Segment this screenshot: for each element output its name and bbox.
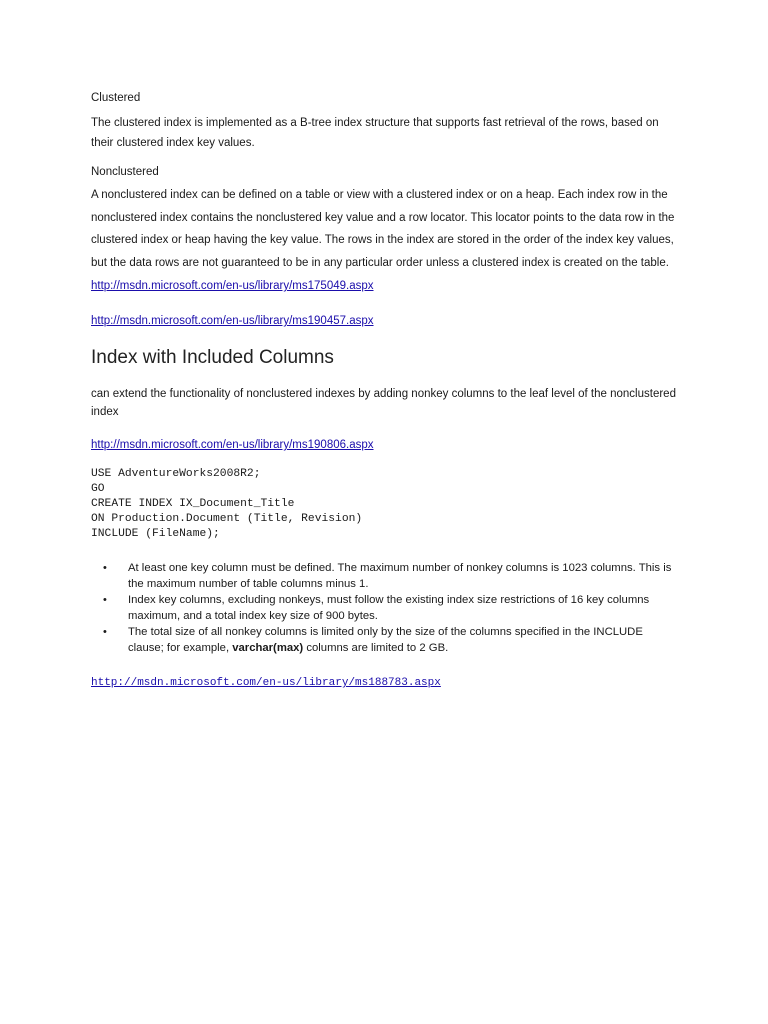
- link-ms190457[interactable]: http://msdn.microsoft.com/en-us/library/ms190457.aspx: [91, 315, 374, 327]
- link-ms190806[interactable]: http://msdn.microsoft.com/en-us/library/ms190806.aspx: [91, 439, 374, 451]
- clustered-description: The clustered index is implemented as a B-tree index structure that supports fast retrieval of the rows, based on their clustered index key values.: [91, 117, 659, 149]
- clustered-label: Clustered: [91, 92, 141, 104]
- bullet-icon: •: [103, 594, 107, 606]
- link-ms188783[interactable]: http://msdn.microsoft.com/en-us/library/ms188783.aspx: [91, 677, 441, 689]
- bullet-list: [91, 560, 681, 656]
- list-item: [91, 560, 681, 592]
- code-line: INCLUDE (FileName);: [91, 528, 220, 540]
- nonclustered-label: Nonclustered: [91, 166, 159, 178]
- bullet-text: Index key columns, excluding nonkeys, must follow the existing index size restrictions of 16 key columns maximum, and a total index key size of 900 bytes.: [128, 594, 650, 622]
- included-columns-heading: Index with Included Columns: [91, 347, 334, 368]
- link-ms175049[interactable]: http://msdn.microsoft.com/en-us/library/ms175049.aspx: [91, 280, 374, 292]
- bullet-text-after: columns are limited to 2 GB.: [303, 642, 449, 654]
- code-line: CREATE INDEX IX_Document_Title: [91, 498, 295, 510]
- list-item: [91, 624, 681, 656]
- document-content: [91, 91, 681, 691]
- code-line: USE AdventureWorks2008R2;: [91, 468, 261, 480]
- included-columns-intro: can extend the functionality of nonclustered indexes by adding nonkey columns to the leaf level of the nonclustered index: [91, 388, 676, 418]
- bullet-icon: •: [103, 626, 107, 638]
- code-block: [91, 467, 681, 542]
- bullet-text-before: The total size of all nonkey columns is limited only by the size of the columns specified in the INCLUDE clause; for example,: [128, 626, 643, 654]
- code-line: ON Production.Document (Title, Revision): [91, 513, 363, 525]
- bullet-keyword: varchar(max): [232, 642, 304, 654]
- bullet-icon: •: [103, 562, 107, 574]
- nonclustered-description: A nonclustered index can be defined on a table or view with a clustered index or on a heap. Each index row in the nonclustered index contains the nonclustered key value and a row locator. This locator points to the data row in the clustered index or heap having the key value. The rows in the index are stored in the order of the index key values, but the data rows are not guaranteed to be in any particular order unless a clustered index is created on the table.: [91, 189, 675, 269]
- bullet-text: At least one key column must be defined. The maximum number of nonkey columns is 1023 columns. This is the maximum number of table columns minus 1.: [128, 562, 672, 590]
- code-line: GO: [91, 483, 105, 495]
- list-item: [91, 592, 681, 624]
